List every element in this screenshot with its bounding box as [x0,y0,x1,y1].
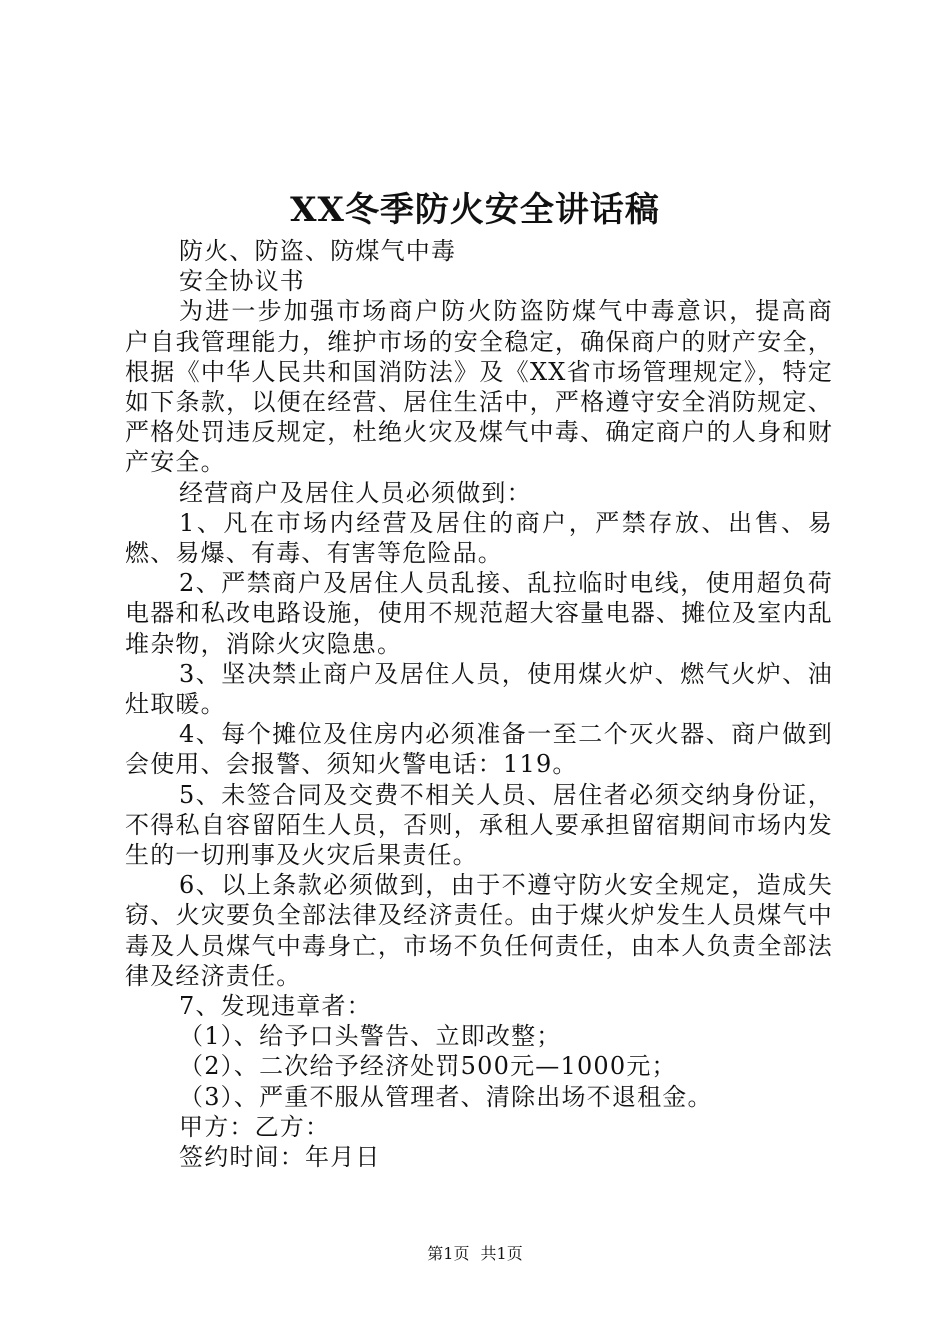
paragraph-item-5: 5、未签合同及交费不相关人员、居住者必须交纳身份证，不得私自容留陌生人员，否则，承租人要承担留宿期间市场内发生的一切刑事及火灾后果责任。 [125,780,833,870]
page-number: 第1页 [427,1244,470,1263]
page-footer [0,1242,950,1266]
document-title: XX冬季防火安全讲话稿 [290,190,660,230]
paragraph-item-1: 1、凡在市场内经营及居住的商户，严禁存放、出售、易燃、易爆、有毒、有害等危险品。 [125,508,833,568]
paragraph-parties: 甲方：乙方： [179,1112,331,1141]
paragraph-item-3: 3、坚决禁止商户及居住人员，使用煤火炉、燃气火炉、油灶取暖。 [125,659,833,719]
paragraph-item-2: 2、严禁商户及居住人员乱接、乱拉临时电线，使用超负荷电器和私改电路设施，使用不规范超大容量电器、摊位及室内乱堆杂物，消除火灾隐患。 [125,569,833,658]
paragraph-signing-date: 签约时间：年月日 [179,1143,381,1172]
paragraph-item-7: 7、发现违章者： [179,992,372,1021]
paragraph-subtitle-1: 防火、防盗、防煤气中毒 [179,237,457,265]
paragraph-item-4: 4、每个摊位及住房内必须准备一至二个灭火器、商户做到会使用、会报警、须知火警电话：119。 [125,720,833,779]
document-body [125,236,833,1172]
paragraph-penalty-2: （2）、二次给予经济处罚500元—1000元； [179,1052,677,1081]
page-total: 共1页 [480,1244,523,1263]
paragraph-penalty-1: （1）、给予口头警告、立即改整； [179,1022,562,1051]
paragraph-item-6: 6、以上条款必须做到，由于不遵守防火安全规定，造成失窃、火灾要负全部法律及经济责任。由于煤火炉发生人员煤气中毒及人员煤气中毒身亡，市场不负任何责任，由本人负责全部法律及经济责任。 [125,871,833,990]
paragraph-intro: 为进一步加强市场商户防火防盗防煤气中毒意识，提高商户自我管理能力，维护市场的安全稳定，确保商户的财产安全，根据《中华人民共和国消防法》及《XX省市场管理规定》，特定如下条款，以便在经营、居住生活中，严格遵守安全消防规定、严格处罚违反规定，杜绝火灾及煤气中毒、确定商户的人身和财产安全。 [125,297,833,477]
paragraph-penalty-3: （3）、严重不服从管理者、清除出场不退租金。 [179,1082,713,1111]
paragraph-requirements-heading: 经营商户及居住人员必须做到： [179,478,532,507]
paragraph-subtitle-2: 安全协议书 [179,267,305,296]
